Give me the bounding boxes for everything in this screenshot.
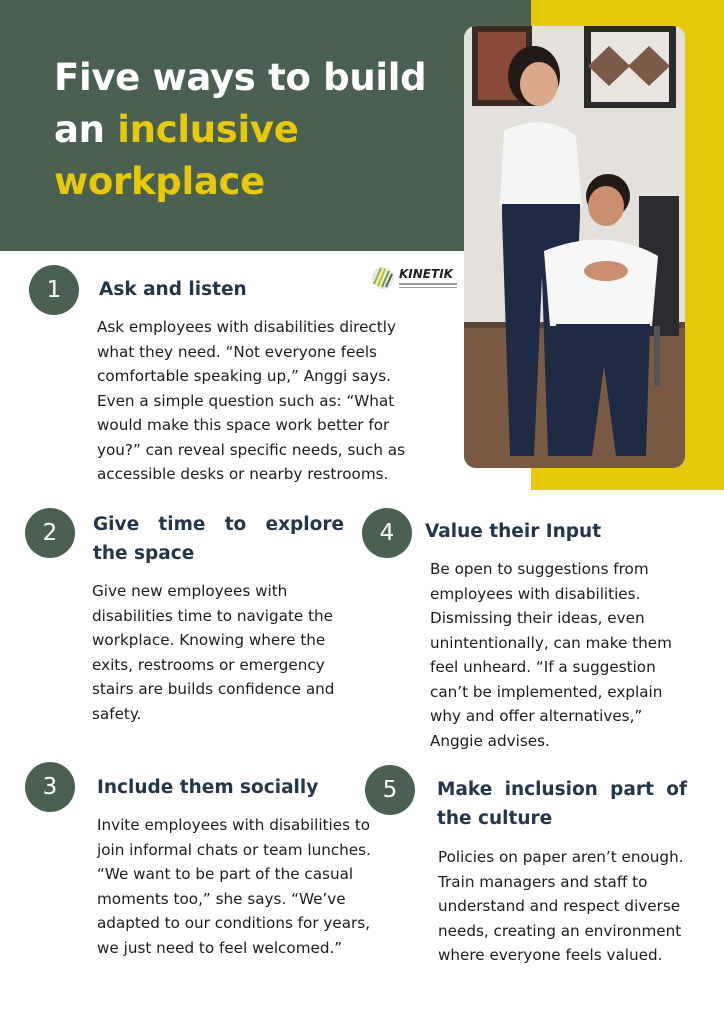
section-number-badge: 5: [365, 765, 415, 815]
kinetik-logo: [371, 266, 461, 294]
photo-two-women: [464, 26, 685, 468]
section-number-badge: 3: [25, 762, 75, 812]
photo-illustration: [464, 26, 685, 468]
title-highlight: inclusive: [117, 108, 299, 151]
section-number-badge: 4: [362, 508, 412, 558]
section-heading: Value their Input: [425, 521, 602, 542]
page-title: Five ways to build an inclusive workplace: [54, 56, 427, 203]
section-heading: Include them socially: [97, 777, 319, 798]
section-body: Policies on paper aren’t enough. Train managers and staff to understand and respect diverse needs, creating an environment where everyone feels valued.: [438, 848, 684, 964]
logo-mark-icon: [371, 266, 395, 290]
section-number-badge: 1: [29, 265, 79, 315]
section-body: Give new employees with disabilities time to navigate the workplace. Knowing where the exits, restrooms or emergency stairs are builds confidence and safety.: [92, 582, 335, 723]
section-number-badge: 2: [25, 508, 75, 558]
section-heading: Give time to explore the space: [93, 514, 344, 564]
section-body: Be open to suggestions from employees with disabilities. Dismissing their ideas, even unintentionally, can make them feel unheard. “If a suggestion can’t be implemented, explain why and offer alternatives,” Anggie advises.: [430, 560, 672, 750]
logo-tagline-lines: [399, 283, 457, 290]
section-body: Invite employees with disabilities to join informal chats or team lunches. “We want to be part of the casual moments too,” she says. “We’ve adapted to our conditions for years, we just need to feel welcomed.”: [97, 816, 371, 957]
section-body: Ask employees with disabilities directly what they need. “Not everyone feels comfortable speaking up,” Anggi says. Even a simple question such as: “What would make this space work better for you?” can reveal specific needs, such as accessible desks or nearby restrooms.: [97, 318, 406, 483]
section-heading: Make inclusion part of the culture: [437, 779, 687, 829]
logo-text: KINETIK: [399, 267, 453, 281]
section-heading: Ask and listen: [99, 279, 247, 300]
title-highlight-2: workplace: [54, 160, 265, 203]
